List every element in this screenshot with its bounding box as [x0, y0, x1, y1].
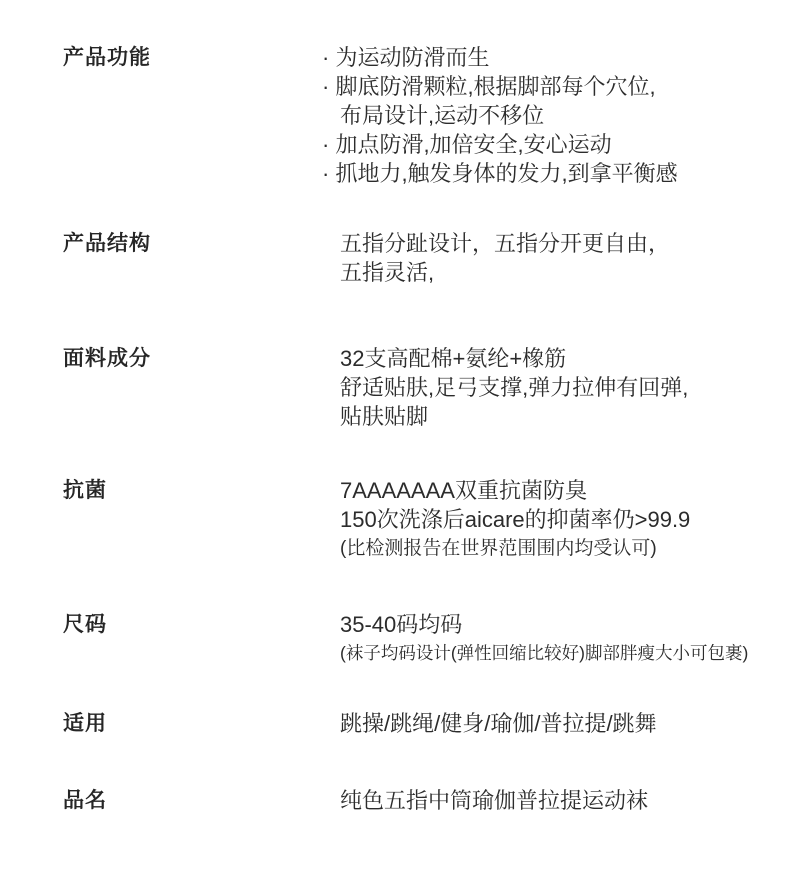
spec-label-size: 尺码: [63, 613, 107, 636]
spec-content-size: [340, 610, 780, 668]
spec-label-product-structure: 产品结构: [63, 232, 151, 255]
spec-line: 布局设计,运动不移位: [340, 103, 545, 128]
spec-label-product-name: 品名: [63, 789, 107, 812]
spec-content-product-structure: [340, 229, 780, 287]
spec-label-applicable-uses: 适用: [63, 712, 107, 735]
spec-line: 五指分趾设计，五指分开更自由，: [340, 231, 671, 256]
spec-line-note: (比检测报告在世界范围围内均受认可): [340, 538, 657, 559]
spec-line: · 抓地力,触发身体的发力,到拿平衡感: [322, 161, 678, 186]
spec-line: 150次洗涤后aicare的抑菌率仍>99.9: [340, 507, 691, 532]
spec-content-product-features: [322, 43, 780, 188]
spec-line: · 脚底防滑颗粒,根据脚部每个穴位,: [322, 74, 656, 99]
spec-line: 35-40码均码: [340, 612, 463, 637]
spec-line: 32支高配棉+氨纶+橡筋: [340, 346, 567, 371]
spec-line: · 加点防滑,加倍安全,安心运动: [322, 132, 612, 157]
spec-line: 贴肤贴脚: [340, 404, 429, 429]
spec-label-fabric-composition: 面料成分: [63, 347, 151, 370]
spec-label-product-features: 产品功能: [63, 46, 151, 69]
spec-line: 五指灵活,: [340, 260, 435, 285]
spec-content-fabric-composition: [340, 344, 780, 431]
spec-line: 跳操/跳绳/健身/瑜伽/普拉提/跳舞: [340, 711, 657, 736]
spec-content-product-name: [340, 786, 780, 815]
spec-content-applicable-uses: [340, 709, 780, 738]
spec-label-antibacterial: 抗菌: [63, 479, 107, 502]
spec-line-note: (袜子均码设计(弹性回缩比较好)脚部胖瘦大小可包裹): [340, 643, 749, 663]
spec-line: 纯色五指中筒瑜伽普拉提运动袜: [340, 788, 649, 813]
spec-content-antibacterial: [340, 476, 780, 563]
spec-line: 7AAAAAAA双重抗菌防臭: [340, 478, 587, 503]
spec-line: 舒适贴肤,足弓支撑,弹力拉伸有回弹,: [340, 375, 689, 400]
spec-line: · 为运动防滑而生: [322, 45, 490, 70]
